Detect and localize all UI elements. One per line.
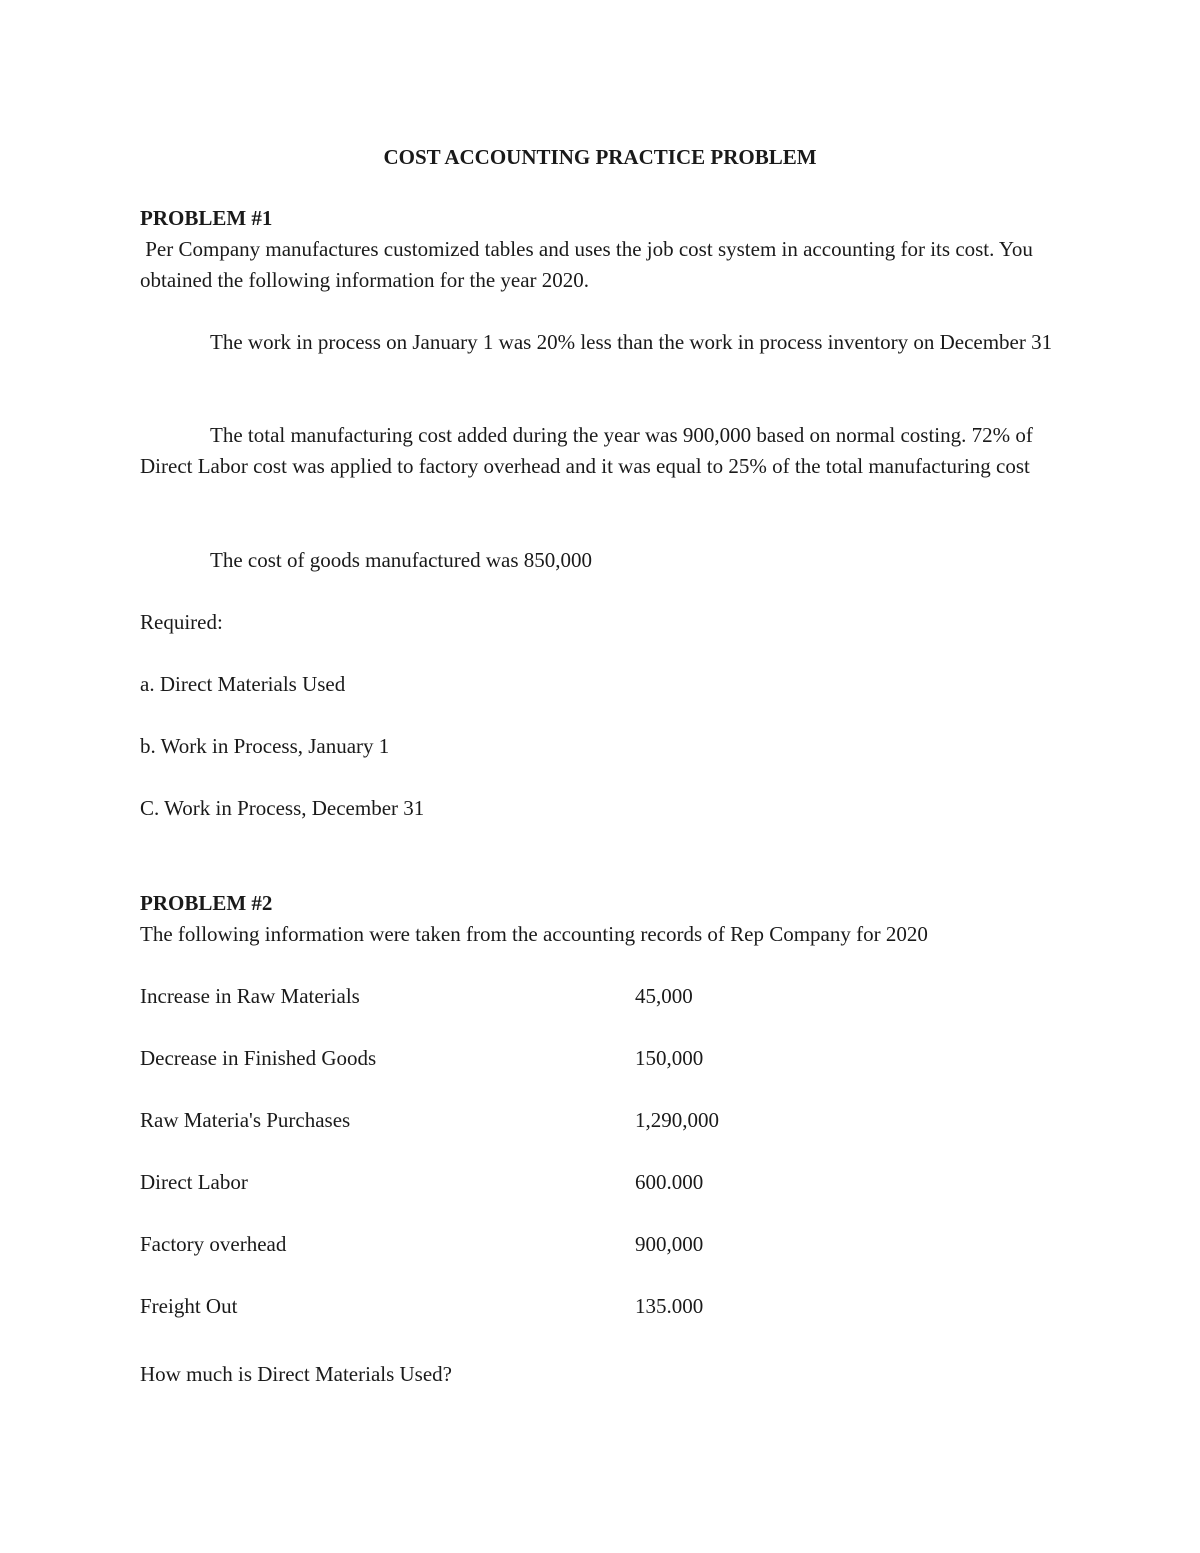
- problem-1-intro: Per Company manufactures customized tables and uses the job cost system in accounting for its cost. You obtained the following information for the year 2020.: [140, 237, 1039, 292]
- requirement-b-block: [140, 731, 1070, 762]
- problem-1-paragraph-3-block: [140, 545, 1070, 576]
- data-row-value: 1,290,000: [635, 1108, 719, 1132]
- data-row: [140, 1105, 840, 1136]
- data-row-value: 600.000: [635, 1170, 704, 1194]
- data-row: [140, 1167, 840, 1198]
- problem-1-paragraph-3: The cost of goods manufactured was 850,000: [210, 548, 592, 572]
- problem-2-intro: The following information were taken from the accounting records of Rep Company for 2020: [140, 922, 928, 946]
- problem-1-paragraph-1-block: [140, 327, 1070, 358]
- data-row: [140, 1291, 840, 1322]
- required-label-block: [140, 607, 1070, 638]
- data-row: [140, 1229, 840, 1260]
- problem-2-heading: PROBLEM #2: [140, 891, 273, 915]
- data-row-label: Increase in Raw Materials: [140, 984, 360, 1008]
- data-row: [140, 981, 840, 1012]
- requirement-item: b. Work in Process, January 1: [140, 734, 390, 758]
- problem-2-question-block: [140, 1359, 1070, 1390]
- problem-1-heading-block: [140, 203, 1070, 296]
- required-label: Required:: [140, 610, 223, 634]
- requirement-a-block: [140, 669, 1070, 700]
- data-row-label: Direct Labor: [140, 1170, 248, 1194]
- data-row-value: 135.000: [635, 1294, 704, 1318]
- problem-1-paragraph-2-block: [140, 420, 1070, 482]
- document-title: COST ACCOUNTING PRACTICE PROBLEM: [383, 145, 817, 169]
- problem-1-paragraph-1: The work in process on January 1 was 20% less than the work in process inventory on December 31: [210, 330, 1053, 354]
- problem-1-heading: PROBLEM #1: [140, 206, 273, 230]
- requirement-item: a. Direct Materials Used: [140, 672, 346, 696]
- data-row-label: Factory overhead: [140, 1232, 287, 1256]
- data-row-label: Freight Out: [140, 1294, 238, 1318]
- data-row-value: 150,000: [635, 1046, 704, 1070]
- data-row-label: Raw Materia's Purchases: [140, 1108, 351, 1132]
- problem-2-heading-block: [140, 888, 1070, 950]
- requirement-item: C. Work in Process, December 31: [140, 796, 425, 820]
- data-row-value: 900,000: [635, 1232, 704, 1256]
- problem-1-paragraph-2: The total manufacturing cost added during the year was 900,000 based on normal costing. 72% of Direct Labor cost was applied to factory overhead and it was equal to 25% of the total manufacturing cost: [140, 423, 1033, 478]
- data-row: [140, 1043, 840, 1074]
- data-row-value: 45,000: [635, 984, 693, 1008]
- problem-2-question: How much is Direct Materials Used?: [140, 1362, 452, 1386]
- requirement-c-block: [140, 793, 1070, 824]
- data-row-label: Decrease in Finished Goods: [140, 1046, 377, 1070]
